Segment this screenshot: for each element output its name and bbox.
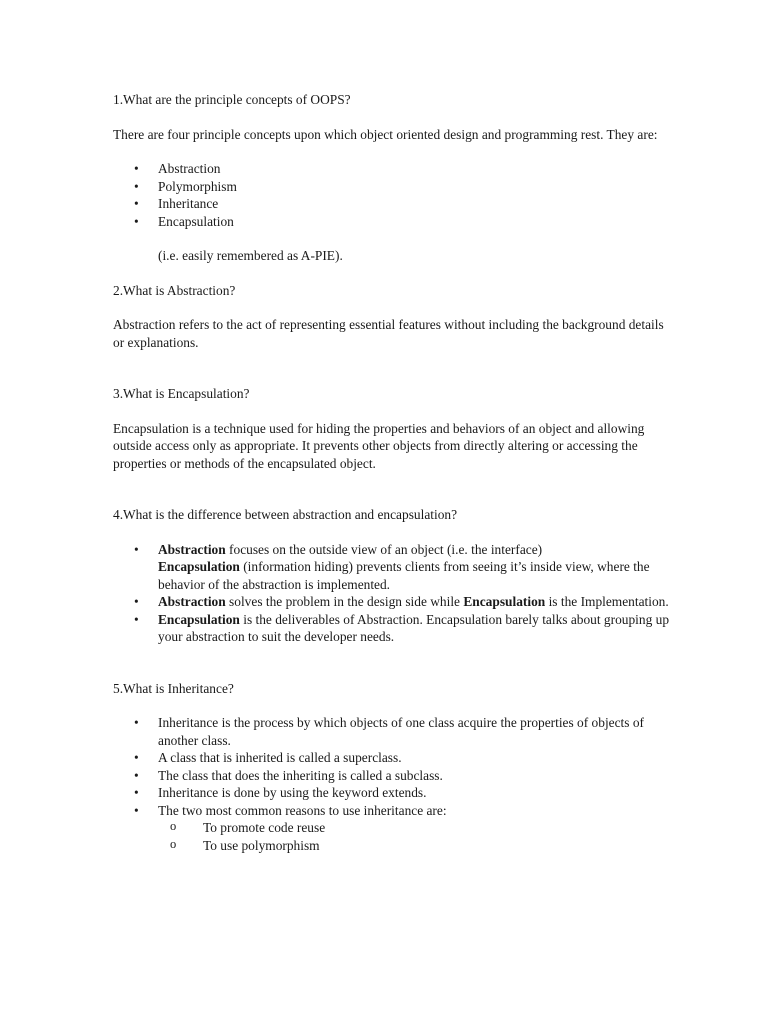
question-5: 5.What is Inheritance? xyxy=(113,680,234,696)
list-item: • Inheritance is the process by which objects of one class acquire the properties of objects of another class. xyxy=(113,714,673,749)
question-1: 1.What are the principle concepts of OOPS? xyxy=(113,92,351,107)
question-2: 2.What is Abstraction? xyxy=(113,282,236,298)
question-4: 4.What is the difference between abstraction and encapsulation? xyxy=(113,507,458,522)
q2-answer: Abstraction refers to the act of representing essential features without including the background details or explanations. xyxy=(113,317,664,350)
term-abstraction: Abstraction xyxy=(158,594,226,609)
sub-list-item: o To use polymorphism xyxy=(158,837,673,855)
list-item: • The class that does the inheriting is called a subclass. xyxy=(113,767,673,785)
difference-list xyxy=(113,541,673,646)
question-3: 3.What is Encapsulation? xyxy=(113,386,250,401)
term-encapsulation: Encapsulation xyxy=(158,611,240,627)
q3-answer: Encapsulation is a technique used for hiding the properties and behaviors of an object and allowing outside access only as appropriate. It prevents other objects from directly altering or accessing the properties or methods of the encapsulated object. xyxy=(113,420,645,471)
sub-list-item: o To promote code reuse xyxy=(158,819,673,837)
reasons-list xyxy=(158,819,673,854)
list-item: • Encapsulation xyxy=(113,213,673,231)
list-item: • The two most common reasons to use inheritance are: o To promote code reuse o To use polymorphism xyxy=(113,802,673,855)
term-encapsulation: Encapsulation xyxy=(463,594,546,609)
list-item: • Abstraction solves the problem in the design side while Encapsulation is the Implementation. xyxy=(113,593,673,611)
list-item: • Inheritance is done by using the keyword extends. xyxy=(113,784,673,802)
term-abstraction: Abstraction xyxy=(158,541,226,557)
term-encapsulation: Encapsulation xyxy=(158,559,240,574)
q1-intro: There are four principle concepts upon which object oriented design and programming rest. They are: xyxy=(113,126,658,142)
concepts-list xyxy=(113,160,673,230)
list-item: • Inheritance xyxy=(113,195,673,213)
list-item: • A class that is inherited is called a superclass. xyxy=(113,749,673,767)
list-item: • Polymorphism xyxy=(113,178,673,196)
list-item: • Abstraction xyxy=(113,160,673,178)
list-item: • Encapsulation is the deliverables of Abstraction. Encapsulation barely talks about grouping up your abstraction to suit the developer needs. xyxy=(113,611,673,646)
inheritance-list xyxy=(113,714,673,854)
a-pie-note: (i.e. easily remembered as A-PIE). xyxy=(158,248,343,263)
document-page xyxy=(113,91,673,871)
list-item: • Abstraction focuses on the outside view of an object (i.e. the interface) Encapsulation (information hiding) prevents clients from seeing it’s inside view, where the behavior of the abstraction is implemented. xyxy=(113,541,673,594)
